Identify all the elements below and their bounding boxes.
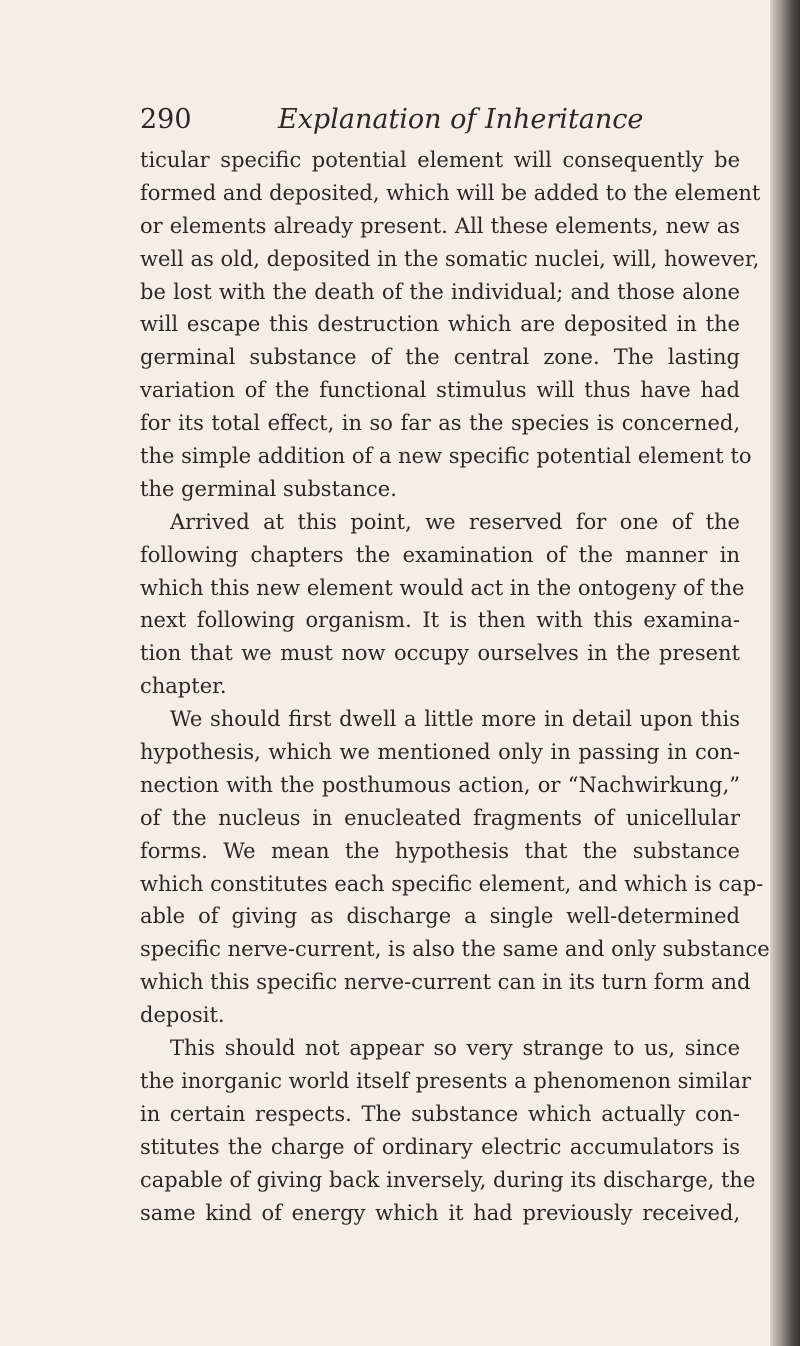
text-line: which this specific nerve-current can in its turn form and <box>140 970 751 995</box>
body-text <box>140 144 770 1229</box>
text-line: tion that we must now occupy ourselves in the present <box>140 641 740 666</box>
running-title: Explanation of Inheritance <box>278 104 644 135</box>
text-line: deposit. <box>140 1003 225 1028</box>
text-line: will escape this destruction which are deposited in the <box>140 312 740 337</box>
text-line: variation of the functional stimulus will thus have had <box>140 378 740 403</box>
text-line: We should first dwell a little more in detail upon this <box>170 707 740 732</box>
text-line: be lost with the death of the individual; and those alone <box>140 279 740 304</box>
text-line: well as old, deposited in the somatic nuclei, will, however, <box>140 246 760 271</box>
text-line: specific nerve-current, is also the same and only substance <box>140 937 770 962</box>
text-line: formed and deposited, which will be added to the element <box>140 180 761 205</box>
text-line: the simple addition of a new specific potential element to <box>140 444 752 469</box>
text-line: of the nucleus in enucleated fragments of unicellular <box>140 805 740 830</box>
text-line: the inorganic world itself presents a phenomenon similar <box>140 1068 752 1093</box>
page-number: 290 <box>140 104 192 135</box>
text-line: which this new element would act in the ontogeny of the <box>140 575 745 600</box>
text-line: chapter. <box>140 674 227 699</box>
text-line: ticular specific potential element will consequently be <box>140 148 740 172</box>
text-line: for its total effect, in so far as the species is concerned, <box>140 411 740 436</box>
text-line: which constitutes each specific element, and which is cap- <box>140 871 764 896</box>
text-line: same kind of energy which it had previously received, <box>140 1200 740 1225</box>
text-line: This should not appear so very strange to us, since <box>170 1036 740 1061</box>
text-line: hypothesis, which we mentioned only in passing in con- <box>140 740 740 765</box>
text-line: germinal substance of the central zone. The lasting <box>140 345 740 370</box>
page-edge-shadow <box>770 0 800 1346</box>
text-line: stitutes the charge of ordinary electric accumulators is <box>140 1134 740 1159</box>
text-line: forms. We mean the hypothesis that the substance <box>140 838 740 863</box>
text-line: in certain respects. The substance which actually con- <box>140 1101 740 1126</box>
text-line: next following organism. It is then with this examina- <box>140 608 740 633</box>
text-line: nection with the posthumous action, or “Nachwirkung,” <box>140 772 740 797</box>
text-line: or elements already present. All these elements, new as <box>140 213 740 238</box>
text-line: the germinal substance. <box>140 476 397 501</box>
text-line: capable of giving back inversely, during its discharge, the <box>140 1167 756 1192</box>
text-line: Arrived at this point, we reserved for one of the <box>170 509 740 534</box>
text-line: able of giving as discharge a single well-determined <box>140 904 740 929</box>
text-line: following chapters the examination of the manner in <box>140 542 740 567</box>
